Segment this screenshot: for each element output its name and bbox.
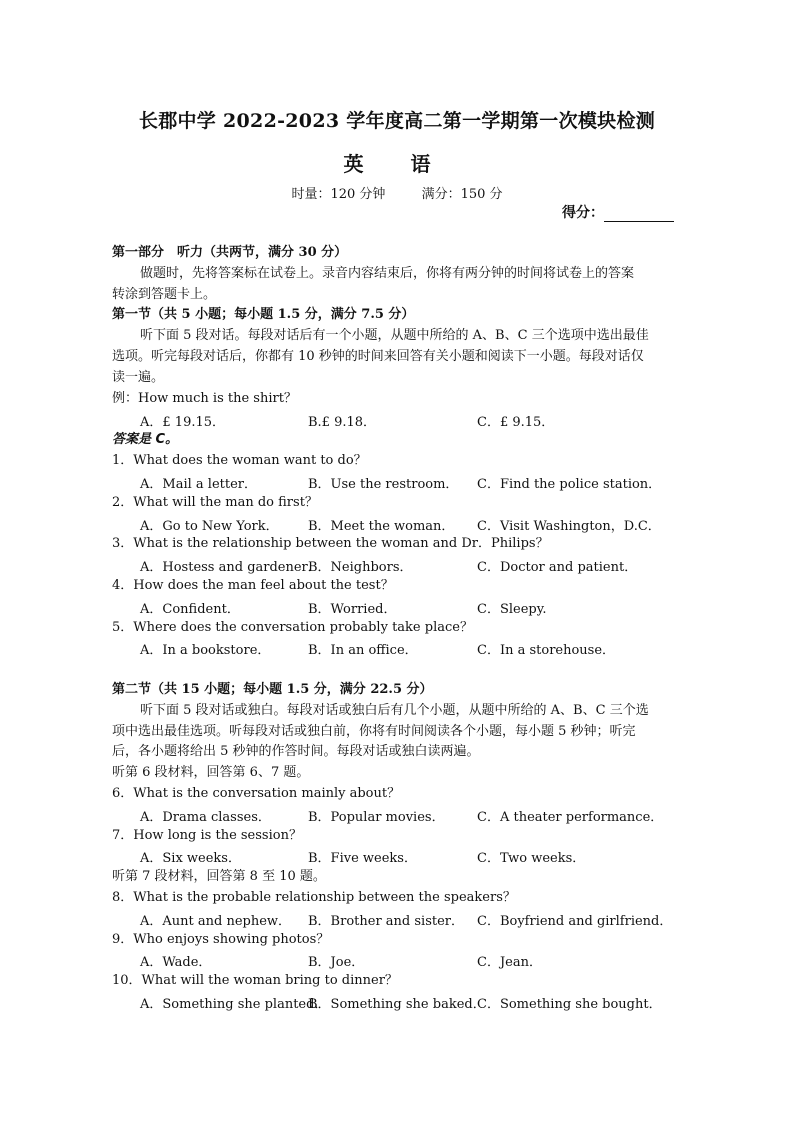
q2-option-a: A．Go to New York． (140, 519, 279, 534)
question-9: 9．Who enjoys showing photos？ (112, 932, 330, 947)
question-3: 3．What is the relationship between the woman and Dr．Philips？ (112, 536, 549, 551)
score-blank[interactable] (604, 207, 674, 222)
section2-intro-line2: 项中选出最佳选项。听每段对话或独白前，你将有时间阅读各个小题，每小题 5 秒钟；听完 (112, 724, 636, 739)
section1-intro-line3: 读一遍。 (112, 370, 165, 385)
question-10: 10．What will the woman bring to dinner？ (112, 973, 398, 988)
exam-title: 长郡中学 2022-2023 学年度高二第一学期第一次模块检测 (138, 110, 656, 132)
exam-full-score: 满分：150 分 (421, 187, 503, 202)
example-option-b: B.£ 9.18． (308, 415, 377, 430)
q1-option-a: A．Mail a letter． (140, 477, 257, 492)
q3-option-a: A．Hostess and gardener． (140, 560, 321, 575)
q9-option-c: C．Jean． (477, 955, 542, 970)
q2-option-b: B．Meet the woman． (308, 519, 455, 534)
example-answer: 答案是 C。 (112, 432, 179, 447)
q10-option-b: B．Something she baked． (308, 997, 486, 1012)
q6-option-c: C．A theater performance． (477, 810, 664, 825)
q7-option-a: A．Six weeks． (140, 851, 241, 866)
q10-option-a: A．Something she planted． (140, 997, 328, 1012)
section1-heading: 第一节（共 5 小题；每小题 1.5 分，满分 7.5 分） (112, 307, 415, 322)
question-1: 1．What does the woman want to do？ (112, 453, 367, 468)
q1-option-c: C．Find the police station． (477, 477, 662, 492)
q8-option-c: C．Boyfriend and girlfriend． (477, 914, 673, 929)
q7-option-b: B．Five weeks． (308, 851, 417, 866)
q2-option-c: C．Visit Washington，D.C． (477, 519, 661, 534)
q8-option-a: A．Aunt and nephew． (140, 914, 292, 929)
question-4: 4．How does the man feel about the test？ (112, 578, 394, 593)
part1-intro-line1: 做题时，先将答案标在试卷上。录音内容结束后，你将有两分钟的时间将试卷上的答案 (140, 266, 635, 281)
exam-meta (0, 183, 794, 202)
question-2: 2．What will the man do first？ (112, 495, 318, 510)
exam-subject: 英 语 (343, 152, 451, 176)
q5-option-a: A．In a bookstore． (140, 643, 271, 658)
q7-option-c: C．Two weeks． (477, 851, 586, 866)
section1-intro-line1: 听下面 5 段对话。每段对话后有一个小题，从题中所给的 A、B、C 三个选项中选出最佳 (140, 328, 649, 343)
q3-option-b: B．Neighbors． (308, 560, 413, 575)
part1-heading: 第一部分 听力（共两节，满分 30 分） (112, 245, 348, 260)
example-option-a: A．£ 19.15． (140, 415, 226, 430)
section2-intro-line1: 听下面 5 段对话或独白。每段对话或独白后有几个小题，从题中所给的 A、B、C 三个选 (140, 703, 649, 718)
q6-option-b: B．Popular movies． (308, 810, 445, 825)
material-7-note: 听第 7 段材料，回答第 8 至 10 题。 (112, 869, 326, 884)
q3-option-c: C．Doctor and patient． (477, 560, 638, 575)
q4-option-b: B．Worried． (308, 602, 397, 617)
q8-option-b: B．Brother and sister． (308, 914, 464, 929)
q4-option-a: A．Confident． (140, 602, 240, 617)
example-option-c: C．£ 9.15． (477, 415, 555, 430)
q9-option-b: B．Joe． (308, 955, 365, 970)
section2-heading: 第二节（共 15 小题；每小题 1.5 分，满分 22.5 分） (112, 682, 433, 697)
question-6: 6．What is the conversation mainly about？ (112, 786, 401, 801)
q1-option-b: B．Use the restroom． (308, 477, 459, 492)
example-question: 例：How much is the shirt？ (112, 391, 297, 406)
q4-option-c: C．Sleepy. (477, 602, 547, 617)
part1-intro-line2: 转涂到答题卡上。 (112, 287, 217, 302)
question-7: 7．How long is the session？ (112, 828, 302, 843)
material-6-note: 听第 6 段材料，回答第 6、7 题。 (112, 765, 310, 780)
q10-option-c: C．Something she bought． (477, 997, 662, 1012)
q6-option-a: A．Drama classes． (140, 810, 271, 825)
question-8: 8．What is the probable relationship between the speakers？ (112, 890, 516, 905)
section2-intro-line3: 后，各小题将给出 5 秒钟的作答时间。每段对话或独白读两遍。 (112, 744, 480, 759)
q5-option-c: C．In a storehouse． (477, 643, 616, 658)
q5-option-b: B．In an office． (308, 643, 418, 658)
q9-option-a: A．Wade． (140, 955, 212, 970)
score-field (562, 202, 674, 222)
exam-time: 时量：120 分钟 (291, 187, 386, 202)
section1-intro-line2: 选项。听完每段对话后，你都有 10 秒钟的时间来回答有关小题和阅读下一小题。每段对话仅 (112, 349, 644, 364)
score-label: 得分： (562, 205, 604, 221)
question-5: 5．Where does the conversation probably take place？ (112, 620, 473, 635)
